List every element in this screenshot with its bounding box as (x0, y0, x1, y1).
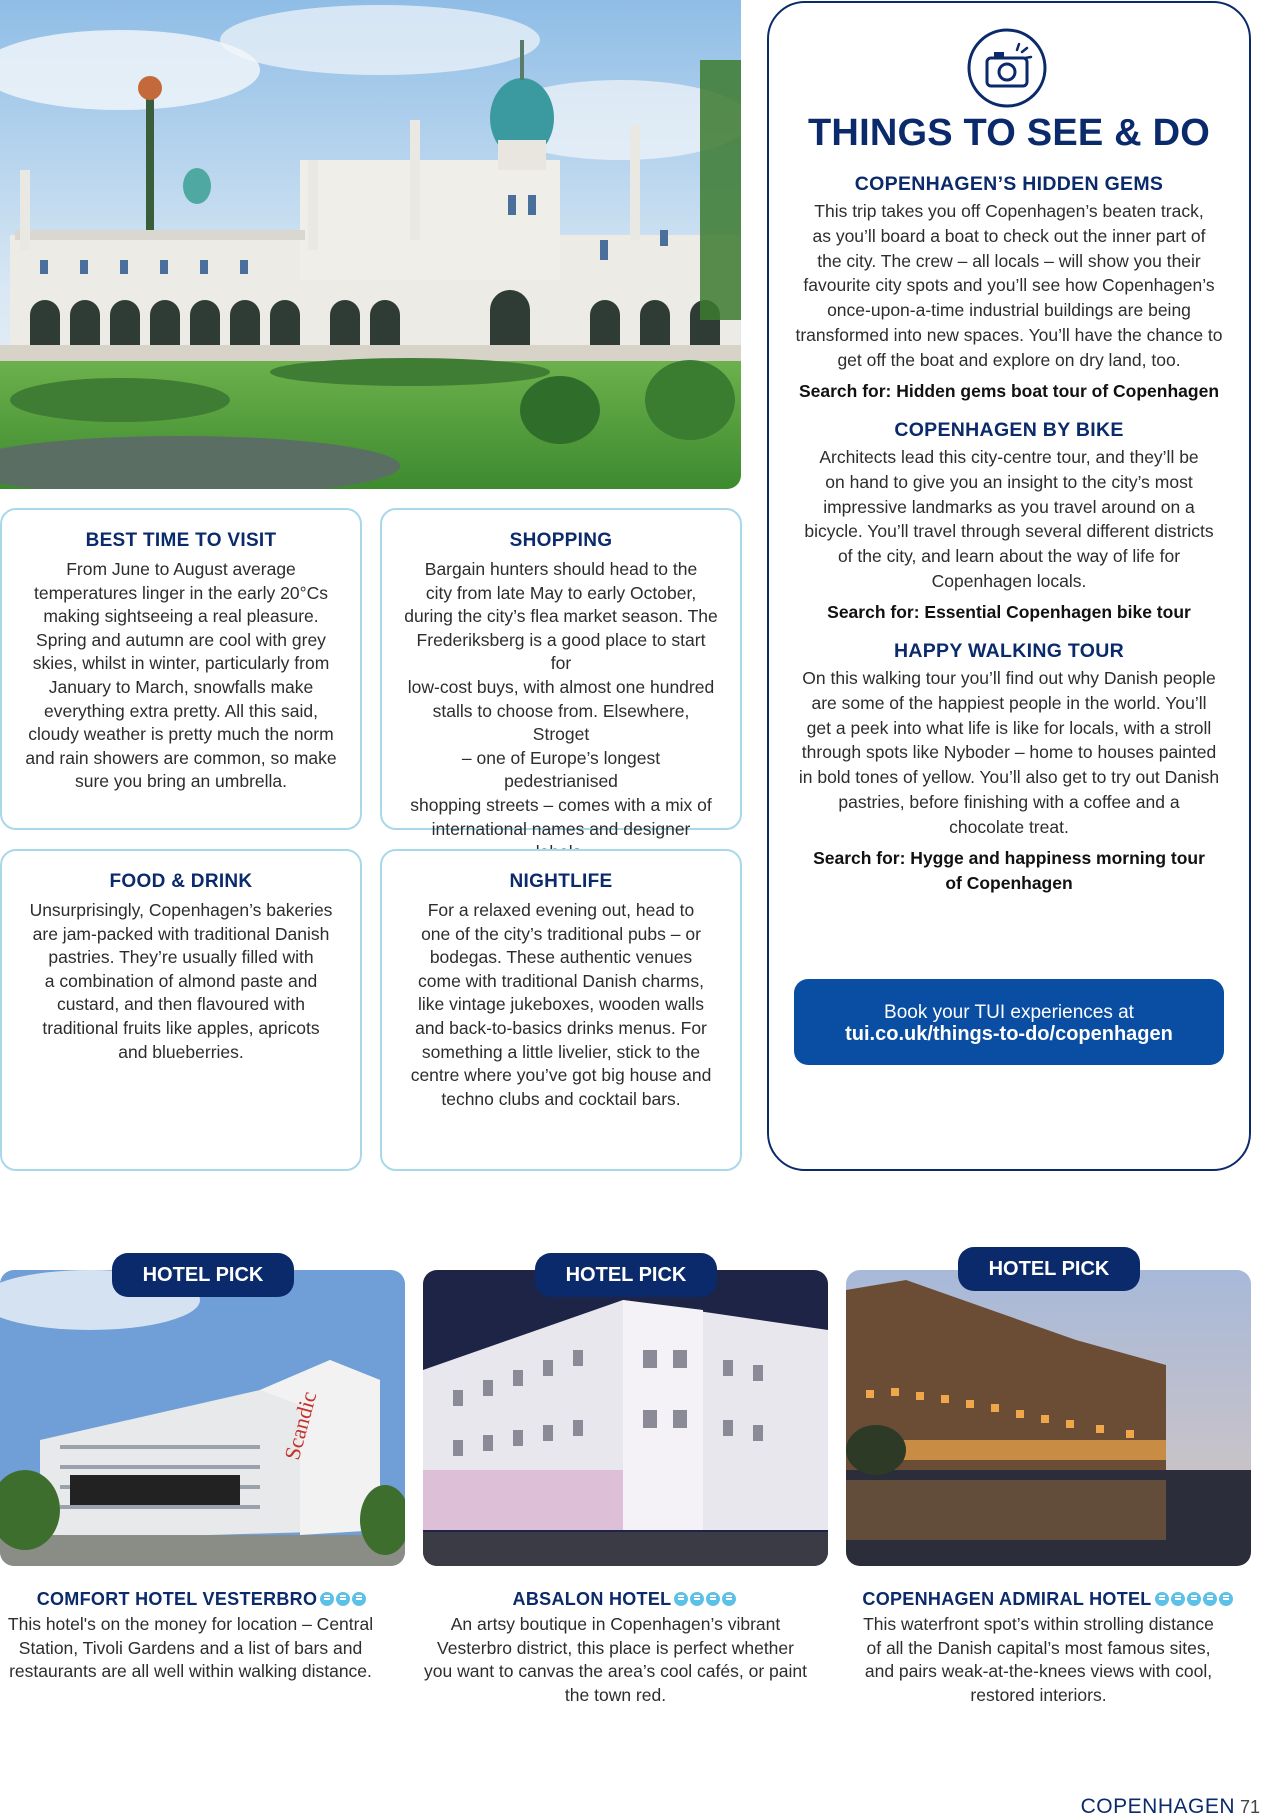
hotel-desc-admiral: This waterfront spot’s within strolling distance of all the Danish capital’s most famous sites, and pairs weak-at-the-knees views with cool, restored interiors. (863, 1614, 1214, 1705)
rating-icons (1155, 1590, 1235, 1611)
walking-search: Search for: Hygge and happiness morning tour of Copenhagen (813, 848, 1205, 893)
tivoli-palace-photo (0, 0, 741, 489)
food-drink-box (0, 849, 362, 1171)
best-time-box (0, 508, 362, 830)
hotel-name-absalon: ABSALON HOTEL (423, 1589, 828, 1611)
walking-text: On this walking tour you’ll find out why Danish people are some of the happiest people in the world. You’ll get a peek into what life is like for locals, with a stroll through spots like Nyboder – home to houses painted in bold tones of yellow. You’ll also get to try out Danish pastries, before finishing with a coffee and a chocolate treat. (798, 668, 1220, 837)
hotel-name-admiral: COPENHAGEN ADMIRAL HOTEL (846, 1589, 1251, 1611)
food-drink-heading: FOOD & DRINK (109, 871, 253, 892)
page-number: 71 (1240, 1797, 1261, 1817)
rating-icons (674, 1590, 738, 1611)
best-time-heading: BEST TIME TO VISIT (85, 530, 277, 551)
hotel-pick-badge: HOTEL PICK (535, 1253, 717, 1297)
footer-section-title: COPENHAGEN (1080, 1795, 1235, 1818)
hotel-pick-badge: HOTEL PICK (112, 1253, 294, 1297)
panel-title: THINGS TO SEE & DO (808, 112, 1210, 154)
nightlife-box (380, 849, 742, 1171)
hotel-photo-admiral (846, 1270, 1251, 1566)
svg-text:Scandic: Scandic (279, 1388, 322, 1463)
nightlife-text: For a relaxed evening out, head to one of the city’s traditional pubs – or bodegas. These authentic venues come with traditional Danish charms, like vintage jukeboxes, wooden walls and back-to-basics drinks menus. For something a little livelier, stick to the centre where you’ve got big house and techno clubs and cocktail bars. (410, 900, 712, 1109)
hotel-photo-comfort-vesterbro (0, 1270, 405, 1566)
hidden-gems-heading: COPENHAGEN’S HIDDEN GEMS (854, 173, 1164, 195)
hotel-photo-absalon (423, 1270, 828, 1566)
hotel-desc-comfort-vesterbro: This hotel's on the money for location – Central Station, Tivoli Gardens and a list of bars and restaurants are all well within walking distance. (7, 1614, 374, 1681)
food-drink-text: Unsurprisingly, Copenhagen’s bakeries are jam-packed with traditional Danish pastries. They’re usually filled with a combination of almond paste and custard, and then flavoured with traditional fruits like apples, apricots and blueberries. (29, 900, 333, 1062)
nightlife-heading: NIGHTLIFE (509, 871, 613, 892)
rating-icons (320, 1590, 368, 1611)
hotel-desc-absalon: An artsy boutique in Copenhagen’s vibrant Vesterbro district, this place is perfect whether you want to canvas the area’s cool cafés, or paint the town red. (424, 1614, 807, 1705)
shopping-heading: SHOPPING (509, 530, 613, 551)
walking-heading: HAPPY WALKING TOUR (893, 640, 1125, 662)
best-time-text: From June to August average temperatures linger in the early 20°Cs making sightseeing a real pleasure. Spring and autumn are cool with grey skies, whilst in winter, particularly from January to March, snowfalls make everything extra pretty. All this said, cloudy weather is pretty much the norm and rain showers are common, so make sure you bring an umbrella. (25, 559, 337, 792)
shopping-text: Bargain hunters should head to the city from late May to early October, during the city’s flea market season. The Frederiksberg is a good place to start for low-cost buys, with almost one hundred stalls to choose from. Elsewhere, Stroget – one of Europe’s longest pedestrianised shopping streets – comes with a mix of international names and designer (404, 559, 718, 839)
hotel-pick-badge: HOTEL PICK (958, 1247, 1140, 1291)
hotel-name-comfort-vesterbro: COMFORT HOTEL VESTERBRO (0, 1589, 405, 1611)
hidden-gems-text: This trip takes you off Copenhagen’s beaten track, as you’ll board a boat to check out the inner part of the city. The crew – all locals – will show you their favourite city spots and you’ll see how Copenhagen’s once-upon-a-time industrial buildings are being transformed into new spaces. You’ll have the chance to get off the boat and explore on dry land, too. (795, 201, 1223, 370)
camera-icon (967, 28, 1047, 108)
bike-search: Search for: Essential Copenhagen bike tour (827, 602, 1191, 622)
bike-heading: COPENHAGEN BY BIKE (894, 419, 1124, 441)
shopping-box (380, 508, 742, 839)
hidden-gems-search: Search for: Hidden gems boat tour of Copenhagen (798, 381, 1220, 401)
book-experiences-button[interactable]: Book your TUI experiences at tui.co.uk/things-to-do/copenhagen (794, 979, 1224, 1065)
bike-text: Architects lead this city-centre tour, and they’ll be on hand to give you an insight to the city’s most impressive landmarks as you travel around on a bicycle. You’ll travel through several different districts of the city, and learn about the way of life for Copenhagen locals. (804, 447, 1214, 591)
